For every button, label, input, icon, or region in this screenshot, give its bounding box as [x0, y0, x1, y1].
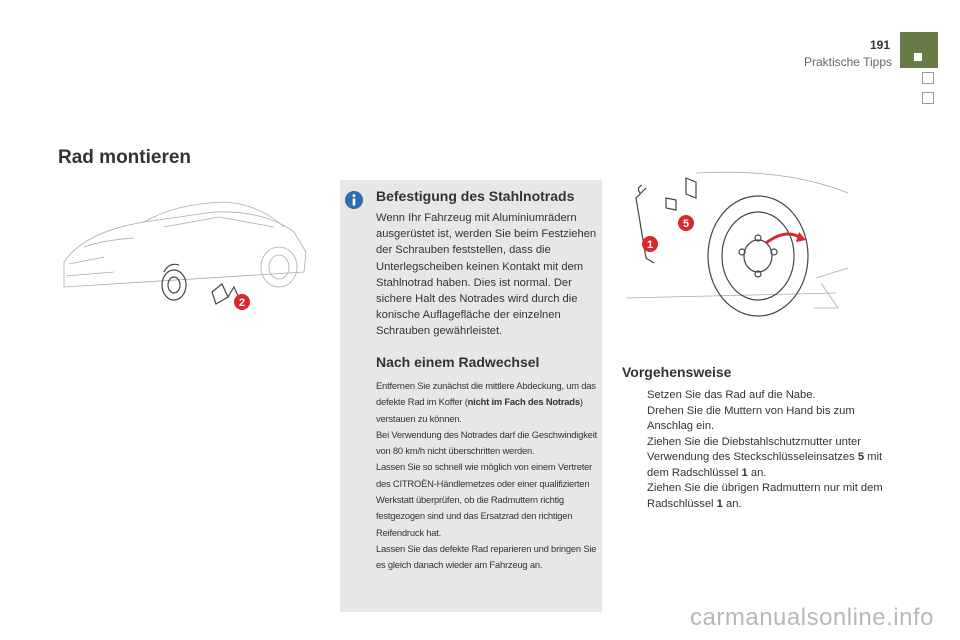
page-title: Rad montieren [58, 147, 192, 168]
watermark: carmanualsonline.info [690, 604, 934, 631]
chapter-tab-box [922, 72, 934, 84]
procedure-step: Setzen Sie das Rad auf die Nabe. [647, 389, 816, 401]
procedure-step: Drehen Sie die Muttern von Hand bis zum Anschlag ein. [647, 404, 855, 432]
chapter-tab-marker [900, 32, 938, 68]
chapter-tab-box [922, 92, 934, 104]
page-number: 191 [869, 38, 890, 52]
procedure-step: Ziehen Sie die Diebstahlschutzmutter unter Verwendung des Steckschlüsseleinsatzes 5 mit dem Radschlüssel 1 an. [647, 435, 883, 479]
callout-5-label: 5 [682, 218, 690, 230]
procedure-list [622, 388, 892, 512]
procedure-heading: Vorgehensweise [622, 364, 732, 380]
section-label: Praktische Tipps [803, 55, 892, 69]
info-paragraph-steel-spare: Wenn Ihr Fahrzeug mit Aluminiumrädern ausgerüstet ist, werden Sie beim Festziehen der Schrauben feststellen, dass die Unterlegscheiben keinen Kontakt mit dem Stahlnotrad haben. Dies ist normal. Der sichere Halt des Notrades wird durch die konische Auflagefläche der einzelnen Schrauben gewährleistet. [376, 212, 597, 338]
procedure-step: Ziehen Sie die übrigen Radmuttern nur mit dem Radschlüssel 1 an. [647, 482, 883, 510]
callout-1-label: 1 [646, 239, 654, 251]
info-paragraph-after-change: Entfernen Sie zunächst die mittlere Abdeckung, um das defekte Rad im Koffer (nicht im Fach des Notrads) verstauen zu können. Bei Verwendung des Notrades darf die Geschwindigkeit von 80 km/h nicht überschritten werden. Lassen Sie so schnell wie möglich von einem Vertreter des CITROËN-Händlernetzes oder einer qualifizierten Werkstatt überprüfen, ob die Radmuttern richtig festgezogen sind und das Ersatzrad den richtigen Reifendruck hat. Lassen Sie das defekte Rad reparieren und bringen Sie es gleich danach wieder am Fahrzeug an. [376, 380, 597, 571]
info-heading-steel-spare: Befestigung des Stahlnotrads [376, 188, 575, 204]
wheel-illustration [616, 168, 848, 318]
info-heading-after-change: Nach einem Radwechsel [376, 354, 540, 370]
car-illustration [44, 192, 314, 322]
callout-2-label: 2 [238, 297, 246, 309]
info-icon [344, 190, 364, 210]
